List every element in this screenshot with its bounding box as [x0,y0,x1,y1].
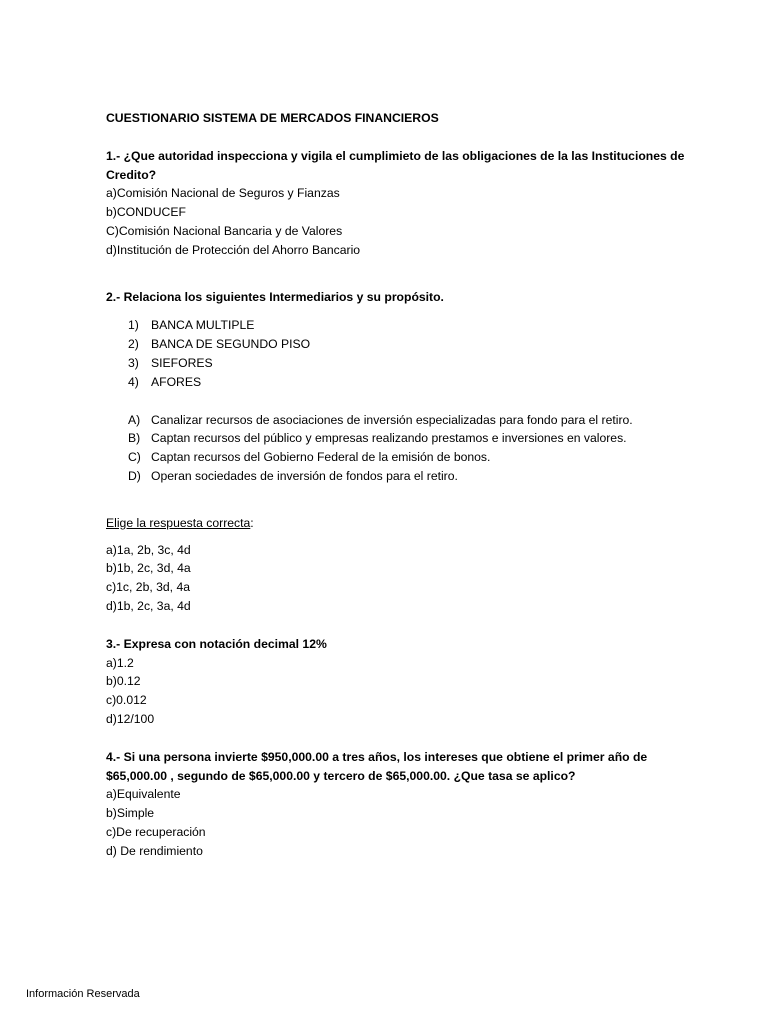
footer-label: Información Reservada [26,988,140,1000]
list-item: 4) AFORES [128,374,202,389]
q3-option-a: a)1.2 [106,655,134,670]
document-body [106,109,706,861]
answer-instruction: Elige la respuesta correcta: [106,515,254,530]
list-item: C) Captan recursos del Gobierno Federal de la emisión de bonos. [128,450,491,465]
purposes-list [106,411,706,486]
q4-option-c: c)De recuperación [106,824,206,839]
list-item: D) Operan sociedades de inversión de fondos para el retiro. [128,468,458,483]
q4-option-b: b)Simple [106,806,155,821]
question-2-text: 2.- Relaciona los siguientes Intermediarios y su propósito. [106,289,444,304]
q1-option-a: a)Comisión Nacional de Seguros y Fianzas [106,186,340,201]
q1-option-b: b)CONDUCEF [106,205,186,220]
q2-option-c: c)1c, 2b, 3d, 4a [106,580,191,595]
question-1-text: 1.- ¿Que autoridad inspecciona y vigila el cumplimieto de las obligaciones de la las Instituciones de Credito? [106,148,685,182]
question-1 [106,147,706,260]
q2-option-a: a)1a, 2b, 3c, 4d [106,542,191,557]
q3-option-b: b)0.12 [106,674,141,689]
q1-option-d: d)Institución de Protección del Ahorro Bancario [106,242,361,257]
q3-option-d: d)12/100 [106,711,155,726]
question-4-text: 4.- Si una persona invierte $950,000.00 a tres años, los intereses que obtiene el primer año de $65,000.00 , segundo de $65,000.00 y tercero de $65,000.00. ¿Que tasa se aplico? [106,749,648,783]
q4-option-d: d) De rendimiento [106,843,203,858]
question-3 [106,635,706,729]
q1-option-c: C)Comisión Nacional Bancaria y de Valores [106,223,343,238]
q4-option-a: a)Equivalente [106,787,181,802]
list-item: 1) BANCA MULTIPLE [128,318,255,333]
q2-option-d: d)1b, 2c, 3a, 4d [106,598,191,613]
question-2 [106,288,706,616]
q3-option-c: c)0.012 [106,693,147,708]
document-title: CUESTIONARIO SISTEMA DE MERCADOS FINANCIEROS [106,111,439,125]
intermediaries-list [106,316,706,391]
list-item: 3) SIEFORES [128,355,213,370]
list-item: B) Captan recursos del público y empresas realizando prestamos e inversiones en valores. [128,431,627,446]
list-item: 2) BANCA DE SEGUNDO PISO [128,337,311,352]
question-4 [106,748,706,861]
list-item: A) Canalizar recursos de asociaciones de inversión especializadas para fondo para el retiro. [128,412,633,427]
q2-option-b: b)1b, 2c, 3d, 4a [106,561,191,576]
question-3-text: 3.- Expresa con notación decimal 12% [106,636,327,651]
